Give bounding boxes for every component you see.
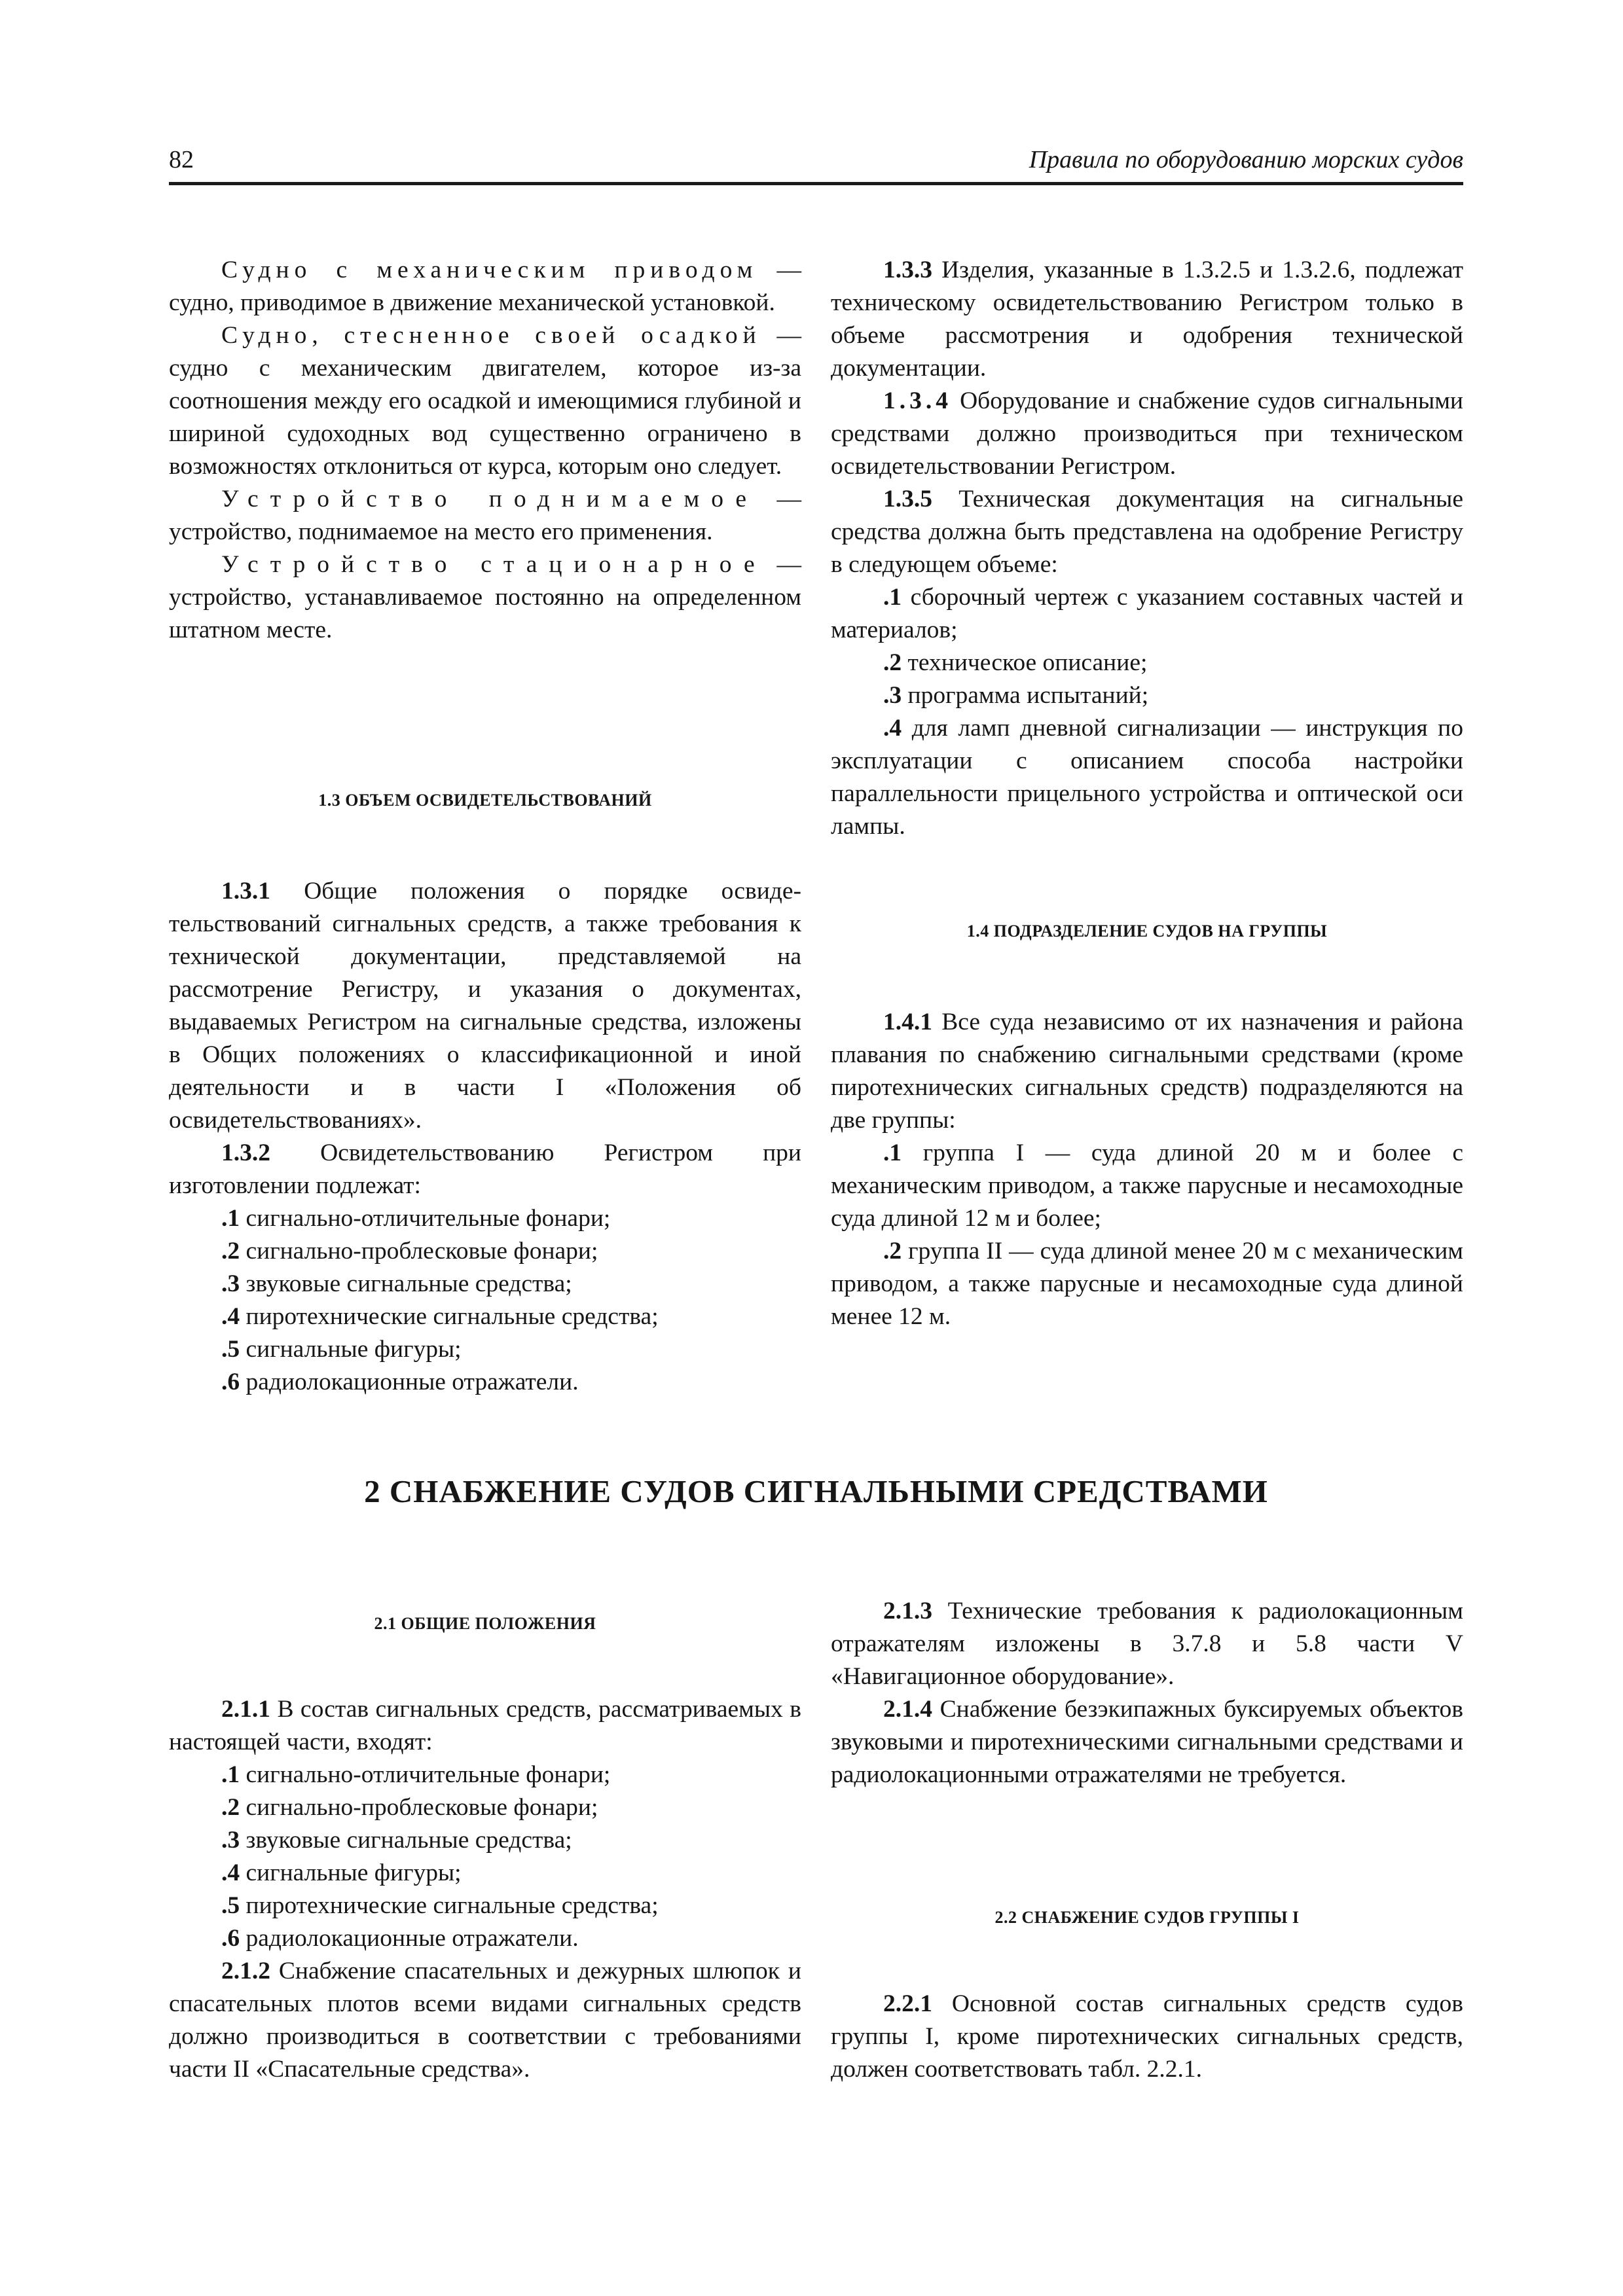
left-column-section-2-1 <box>169 1693 801 2086</box>
right-column-section-2-2 <box>831 1988 1463 2086</box>
list-item: .2 сигнально-проблесковые фонари; <box>221 1794 598 1821</box>
paragraph-2-1-2: 2.1.2 Снабжение спасательных и дежурных шлюпок и спасательных плотов всеми видами сигнальных средств должно производиться в соответствии с требованиями части II «Спасательные средства». <box>169 1958 801 2083</box>
page-number: 82 <box>169 146 194 173</box>
section-heading-1-3: 1.3 ОБЪЕМ ОСВИДЕТЕЛЬСТВОВАНИЙ <box>318 791 652 810</box>
list-item: .1 группа I — суда длиной 20 м и более с механическим приводом, а также парусные и несамоходные суда длиной 12 м и более; <box>831 1139 1463 1232</box>
list-item: .4 для ламп дневной сигнализации — инструкция по эксплуатации с описанием способа настройки параллельности прицельного устройства и оптической оси лампы. <box>831 715 1463 840</box>
right-column-section-1-4 <box>831 1006 1463 1333</box>
list-item: .4 сигнальные фигуры; <box>221 1859 462 1886</box>
list-item: .6 радиолокационные отражатели. <box>221 1369 579 1395</box>
paragraph-1-3-1: 1.3.1 Общие положения о порядке освидетельствований сигнальных средств, а также требования к технической документации, представляемой на рассмотрение Регистру, и указания о документах, выдаваемых Регистром на сигнальные средства, изложены в Общих положениях о классификационной и иной деятельности и в части I «Положения об освидетельствованиях». <box>169 878 801 1134</box>
section-heading-1-4: 1.4 ПОДРАЗДЕЛЕНИЕ СУДОВ НА ГРУППЫ <box>966 922 1328 941</box>
definition-term: Судно, стесненное своей осадкой <box>221 322 761 349</box>
list-item: .3 звуковые сигнальные средства; <box>221 1270 572 1297</box>
list-item: .3 программа испытаний; <box>883 682 1149 709</box>
left-column-top <box>169 254 801 647</box>
list-item: .3 звуковые сигнальные средства; <box>221 1827 572 1854</box>
list-item: .4 пиротехнические сигнальные средства; <box>221 1303 659 1330</box>
paragraph-1-3-3: 1.3.3 Изделия, указанные в 1.3.2.5 и 1.3.2.6, подлежат техническому освидетельствованию Регистром только в объеме рассмотрения и одобрения технической документации. <box>831 257 1463 382</box>
paragraph-2-1-1: 2.1.1 В состав сигнальных средств, рассматриваемых в настоящей части, входят: <box>169 1696 801 1755</box>
page-header <box>169 141 1463 185</box>
list-item: .5 сигнальные фигуры; <box>221 1336 462 1363</box>
definition-term: Судно с механическим приводом <box>221 257 758 283</box>
paragraph-2-1-3: 2.1.3 Технические требования к радиолокационным отражателям изложены в 3.7.8 и 5.8 части V «Навигационное оборудование». <box>831 1598 1463 1690</box>
paragraph-1-3-2: 1.3.2 Освидетельствованию Регистром при изготовлении подлежат: <box>169 1139 801 1199</box>
definition-term: Устройство поднимаемое <box>221 486 759 512</box>
section-heading-2-2: 2.2 СНАБЖЕНИЕ СУДОВ ГРУППЫ I <box>994 1908 1300 1927</box>
definition-paragraph: Судно, стесненное своей осадкой — судно с механическим двигателем, которое из-за соотношения между его осадкой и имеющимися глубиной и шириной судоходных вод существенно ограничено в возможностях отклониться от курса, которым оно следует. <box>169 322 802 480</box>
paragraph-2-2-1: 2.2.1 Основной состав сигнальных средств судов группы I, кроме пиротехнических сигнальных средств, должен соответствовать табл. 2.2.1. <box>831 1990 1463 2083</box>
section-heading-2-1: 2.1 ОБЩИЕ ПОЛОЖЕНИЯ <box>374 1614 596 1633</box>
list-item: .2 сигнально-проблесковые фонари; <box>221 1238 598 1265</box>
right-column-top <box>831 254 1463 843</box>
definition-paragraph: Судно с механическим приводом — судно, приводимое в движение механической установкой. <box>169 257 801 316</box>
running-title: Правила по оборудованию морских судов <box>1029 146 1463 173</box>
list-item: .5 пиротехнические сигнальные средства; <box>221 1892 659 1919</box>
list-item: .1 сборочный чертеж с указанием составных частей и материалов; <box>831 584 1463 643</box>
paragraph-2-1-4: 2.1.4 Снабжение безэкипажных буксируемых объектов звуковыми и пиротехническими сигнальными средствами и радиолокационными отражателями не требуется. <box>831 1696 1463 1788</box>
paragraph-1-3-4: 1.3.4 Оборудование и снабжение судов сигнальными средствами должно производиться при техническом освидетельствовании Регистром. <box>831 387 1463 480</box>
left-column-section-1-3 <box>169 875 801 1399</box>
right-column-bottom <box>831 1595 1463 1791</box>
list-item: .2 группа II — суда длиной менее 20 м с механическим приводом, а также парусные и несамоходные суда длиной менее 12 м. <box>831 1238 1463 1330</box>
list-item: .1 сигнально-отличительные фонари; <box>221 1761 611 1788</box>
list-item: .6 радиолокационные отражатели. <box>221 1925 579 1952</box>
definition-paragraph: Устройство поднимаемое — устройство, поднимаемое на место его применения. <box>169 486 802 545</box>
list-item: .2 техническое описание; <box>883 649 1148 676</box>
definition-term: Устройство стационарное <box>221 551 767 578</box>
paragraph-1-3-5: 1.3.5 Техническая документация на сигнальные средства должна быть представлена на одобрение Регистру в следующем объеме: <box>831 486 1463 578</box>
chapter-title: 2 СНАБЖЕНИЕ СУДОВ СИГНАЛЬНЫМИ СРЕДСТВАМИ <box>364 1473 1268 1509</box>
definition-paragraph: Устройство стационарное — устройство, устанавливаемое постоянно на определенном штатном месте. <box>169 551 801 643</box>
list-item: .1 сигнально-отличительные фонари; <box>221 1205 611 1232</box>
paragraph-1-4-1: 1.4.1 Все суда независимо от их назначения и района плавания по снабжению сигнальными средствами (кроме пиротехнических сигнальных средств) подразделяются на две группы: <box>831 1009 1463 1134</box>
